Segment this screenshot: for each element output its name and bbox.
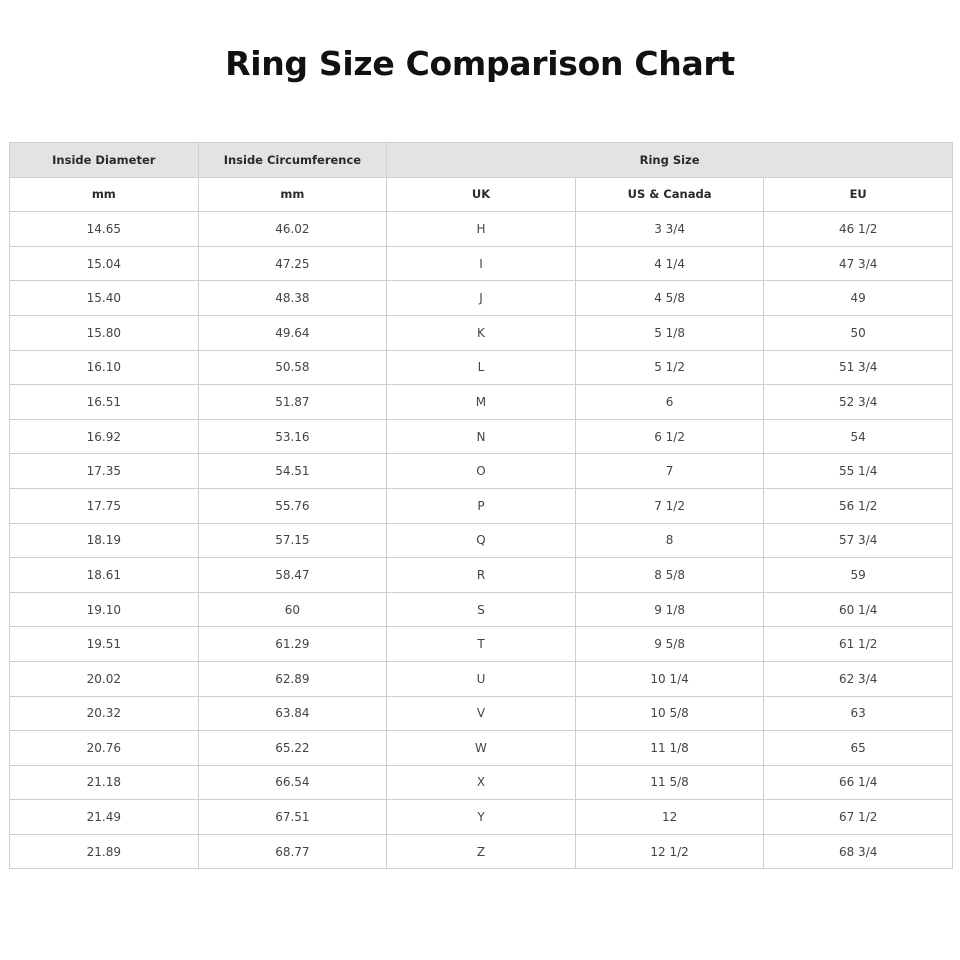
cell-eu-size: 52 3/4 [764,385,953,420]
cell-us-canada-size: 4 1/4 [575,246,764,281]
table-row [10,592,953,627]
cell-inside-diameter: 16.92 [10,419,199,454]
cell-eu-size: 60 1/4 [764,592,953,627]
cell-inside-circumference: 68.77 [198,834,387,869]
header-uk: UK [387,177,576,212]
cell-inside-diameter: 15.04 [10,246,199,281]
table-row [10,454,953,489]
cell-inside-diameter: 21.89 [10,834,199,869]
cell-eu-size: 49 [764,281,953,316]
cell-us-canada-size: 11 1/8 [575,731,764,766]
cell-eu-size: 50 [764,315,953,350]
cell-inside-circumference: 60 [198,592,387,627]
cell-inside-diameter: 17.35 [10,454,199,489]
cell-inside-diameter: 18.61 [10,558,199,593]
header-row-units [10,177,953,212]
cell-inside-circumference: 66.54 [198,765,387,800]
cell-inside-diameter: 20.32 [10,696,199,731]
cell-uk-size: N [387,419,576,454]
cell-eu-size: 47 3/4 [764,246,953,281]
cell-inside-circumference: 61.29 [198,627,387,662]
cell-eu-size: 61 1/2 [764,627,953,662]
cell-uk-size: X [387,765,576,800]
table-row [10,212,953,247]
table-row [10,661,953,696]
cell-inside-diameter: 16.51 [10,385,199,420]
cell-us-canada-size: 4 5/8 [575,281,764,316]
cell-us-canada-size: 8 5/8 [575,558,764,593]
table-row [10,834,953,869]
table-row [10,800,953,835]
cell-uk-size: K [387,315,576,350]
header-ring-size: Ring Size [387,143,953,178]
cell-eu-size: 56 1/2 [764,488,953,523]
cell-uk-size: R [387,558,576,593]
cell-inside-diameter: 19.10 [10,592,199,627]
cell-us-canada-size: 10 5/8 [575,696,764,731]
cell-inside-diameter: 17.75 [10,488,199,523]
header-inside-circumference: Inside Circumference [198,143,387,178]
cell-inside-diameter: 20.02 [10,661,199,696]
cell-inside-circumference: 53.16 [198,419,387,454]
cell-eu-size: 62 3/4 [764,661,953,696]
cell-uk-size: T [387,627,576,662]
cell-us-canada-size: 7 1/2 [575,488,764,523]
cell-us-canada-size: 11 5/8 [575,765,764,800]
cell-uk-size: O [387,454,576,489]
table-row [10,696,953,731]
cell-inside-circumference: 62.89 [198,661,387,696]
cell-uk-size: Q [387,523,576,558]
cell-us-canada-size: 10 1/4 [575,661,764,696]
cell-us-canada-size: 9 1/8 [575,592,764,627]
cell-uk-size: Z [387,834,576,869]
header-diameter-unit: mm [10,177,199,212]
cell-eu-size: 65 [764,731,953,766]
cell-uk-size: U [387,661,576,696]
table-row [10,627,953,662]
cell-inside-circumference: 46.02 [198,212,387,247]
cell-uk-size: M [387,385,576,420]
header-eu: EU [764,177,953,212]
cell-us-canada-size: 9 5/8 [575,627,764,662]
table-row [10,246,953,281]
cell-us-canada-size: 3 3/4 [575,212,764,247]
cell-eu-size: 54 [764,419,953,454]
cell-inside-circumference: 48.38 [198,281,387,316]
header-us-canada: US & Canada [575,177,764,212]
table-row [10,281,953,316]
cell-inside-diameter: 18.19 [10,523,199,558]
cell-us-canada-size: 12 [575,800,764,835]
cell-inside-diameter: 21.49 [10,800,199,835]
cell-inside-circumference: 47.25 [198,246,387,281]
cell-eu-size: 46 1/2 [764,212,953,247]
cell-inside-circumference: 49.64 [198,315,387,350]
cell-inside-circumference: 67.51 [198,800,387,835]
table-row [10,385,953,420]
header-circumference-unit: mm [198,177,387,212]
cell-inside-circumference: 55.76 [198,488,387,523]
table-row [10,558,953,593]
cell-inside-circumference: 65.22 [198,731,387,766]
cell-inside-circumference: 57.15 [198,523,387,558]
table-row [10,731,953,766]
cell-eu-size: 68 3/4 [764,834,953,869]
cell-inside-circumference: 51.87 [198,385,387,420]
cell-inside-circumference: 54.51 [198,454,387,489]
table-row [10,523,953,558]
cell-us-canada-size: 8 [575,523,764,558]
cell-eu-size: 59 [764,558,953,593]
cell-uk-size: W [387,731,576,766]
cell-uk-size: L [387,350,576,385]
cell-eu-size: 55 1/4 [764,454,953,489]
header-inside-diameter: Inside Diameter [10,143,199,178]
table-header [10,143,953,212]
cell-eu-size: 51 3/4 [764,350,953,385]
cell-eu-size: 67 1/2 [764,800,953,835]
cell-us-canada-size: 5 1/2 [575,350,764,385]
cell-inside-circumference: 58.47 [198,558,387,593]
cell-inside-circumference: 50.58 [198,350,387,385]
cell-inside-diameter: 20.76 [10,731,199,766]
cell-uk-size: V [387,696,576,731]
cell-uk-size: J [387,281,576,316]
cell-inside-circumference: 63.84 [198,696,387,731]
table-row [10,765,953,800]
cell-inside-diameter: 21.18 [10,765,199,800]
page-title: Ring Size Comparison Chart [225,44,735,83]
cell-uk-size: P [387,488,576,523]
cell-us-canada-size: 6 1/2 [575,419,764,454]
header-row-group [10,143,953,178]
cell-us-canada-size: 12 1/2 [575,834,764,869]
cell-us-canada-size: 6 [575,385,764,420]
cell-inside-diameter: 14.65 [10,212,199,247]
cell-inside-diameter: 16.10 [10,350,199,385]
cell-eu-size: 63 [764,696,953,731]
cell-inside-diameter: 19.51 [10,627,199,662]
cell-inside-diameter: 15.80 [10,315,199,350]
table-row [10,350,953,385]
cell-inside-diameter: 15.40 [10,281,199,316]
cell-uk-size: I [387,246,576,281]
table-row [10,315,953,350]
table-row [10,419,953,454]
cell-uk-size: Y [387,800,576,835]
cell-us-canada-size: 7 [575,454,764,489]
cell-us-canada-size: 5 1/8 [575,315,764,350]
cell-uk-size: S [387,592,576,627]
cell-uk-size: H [387,212,576,247]
ring-size-table [9,142,953,869]
table-row [10,488,953,523]
table-body [10,212,953,869]
cell-eu-size: 66 1/4 [764,765,953,800]
cell-eu-size: 57 3/4 [764,523,953,558]
